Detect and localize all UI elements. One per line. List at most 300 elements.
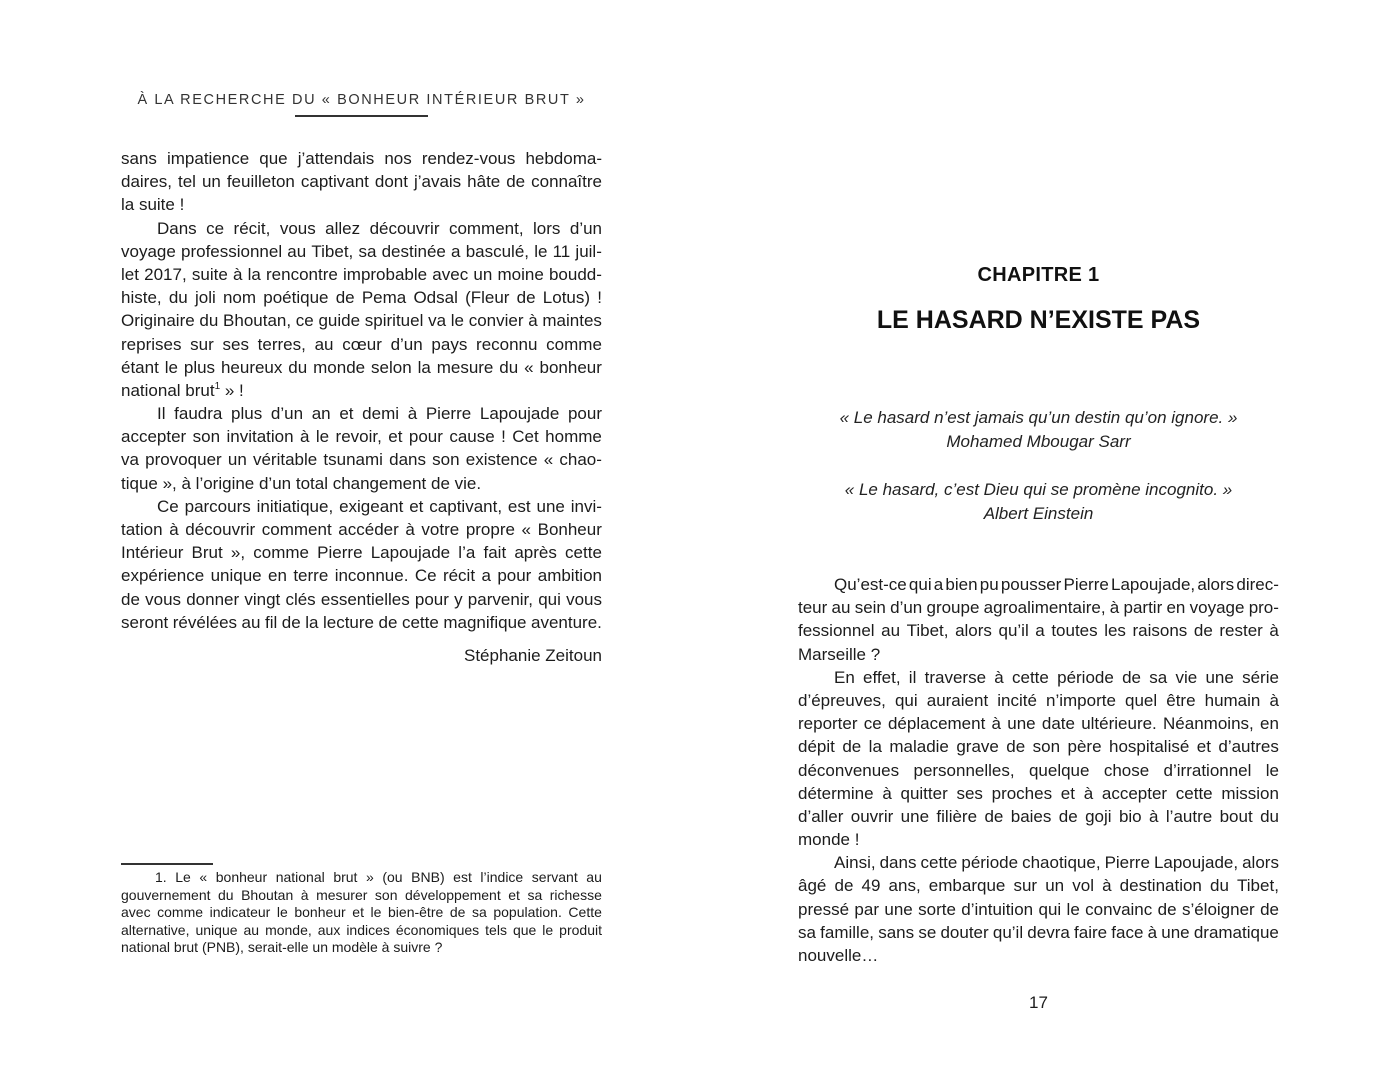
word: Qu’est-ce	[834, 575, 907, 594]
word: et	[409, 496, 424, 516]
word: inconnue.	[334, 566, 409, 586]
body-line	[121, 147, 602, 170]
word: Pierre	[317, 543, 363, 563]
chapter-body	[798, 573, 1279, 967]
word: le	[542, 921, 554, 938]
word: au	[287, 241, 307, 261]
word: Cette	[568, 904, 602, 921]
word: sorte	[918, 899, 956, 919]
word: série	[1242, 667, 1279, 687]
word: voyage	[1189, 598, 1245, 618]
word: toutes	[1051, 621, 1098, 641]
word: comme	[157, 904, 204, 921]
word: Dans	[157, 218, 197, 238]
word: douter	[940, 922, 989, 942]
body-line-tail: » !	[220, 380, 244, 400]
word: sur	[1013, 876, 1038, 896]
word: va	[121, 450, 139, 470]
word: âgé	[798, 876, 827, 896]
word: une	[1161, 922, 1190, 942]
word: un	[201, 172, 221, 192]
word: vol	[1072, 876, 1094, 896]
word: pour	[414, 589, 449, 609]
word: reporter	[798, 714, 858, 734]
word: vingt	[244, 589, 281, 609]
word: humain	[1204, 690, 1261, 710]
body-line: la suite !	[121, 195, 185, 215]
word: du	[499, 357, 519, 377]
epigraph-quote: « Le hasard n’est jamais qu’un destin qu’on ignore. »	[839, 408, 1238, 427]
word: à	[232, 264, 243, 284]
word: du	[1210, 876, 1229, 896]
word: père	[1067, 737, 1102, 757]
body-line: Marseille ?	[798, 644, 881, 664]
word: y	[454, 589, 463, 609]
word: quelque	[1028, 760, 1090, 780]
word: donner	[186, 589, 240, 609]
word: vie	[1175, 667, 1198, 687]
running-head-rule	[295, 115, 428, 117]
word: bonheur	[215, 869, 268, 885]
word: à	[1102, 876, 1112, 896]
body-line	[121, 588, 602, 611]
footnote-line	[121, 869, 602, 887]
word: Pierre	[425, 404, 472, 424]
word: convier	[468, 311, 524, 331]
body-line	[798, 851, 1279, 874]
word: économiques	[395, 921, 480, 938]
word: qui	[908, 575, 932, 594]
word: captivant,	[429, 496, 503, 516]
word: de	[516, 288, 536, 308]
word: propre	[465, 520, 515, 539]
word: qui	[1038, 899, 1062, 919]
word: destination	[1119, 876, 1202, 896]
word: a	[451, 241, 461, 261]
word: alors	[1242, 853, 1279, 873]
word: de	[834, 876, 854, 896]
body-line	[121, 217, 602, 240]
body-line: monde !	[798, 830, 860, 850]
word: faudra	[174, 404, 223, 424]
word: avec	[121, 904, 151, 921]
word: sur	[190, 334, 214, 354]
body-line	[121, 402, 602, 425]
body-line	[121, 495, 602, 518]
word: cette	[1012, 667, 1049, 687]
word: le	[1066, 899, 1080, 919]
word: mesure	[436, 357, 494, 377]
word: date	[1041, 714, 1075, 734]
word: selon	[371, 357, 412, 377]
word: fait	[483, 543, 507, 563]
word: En	[834, 667, 855, 687]
word: par	[854, 899, 879, 919]
word: traverse	[924, 667, 987, 687]
word: de	[842, 737, 862, 757]
epigraph-author: Mohamed Mbougar Sarr	[946, 432, 1131, 451]
word: le	[315, 427, 330, 447]
word: alternative,	[121, 921, 190, 938]
word: d’un	[270, 404, 304, 424]
word: période	[1057, 667, 1114, 687]
word: d’épreuves,	[798, 690, 886, 710]
word: essentielles	[320, 589, 410, 609]
word: incité	[997, 690, 1037, 710]
word: à	[528, 311, 538, 331]
word: maladie	[889, 737, 949, 757]
word: sein	[854, 598, 886, 618]
word: à	[1269, 690, 1279, 710]
word: improbable	[343, 264, 428, 284]
word: vous	[279, 218, 316, 238]
word: l’indice	[480, 869, 524, 885]
word: aux	[317, 921, 341, 938]
word: moine	[497, 264, 544, 284]
word: fessionnel	[798, 621, 875, 641]
word: Pierre	[1063, 575, 1109, 594]
word: un	[1045, 876, 1065, 896]
word: face	[1111, 922, 1144, 942]
word: Lapoujade	[479, 404, 560, 424]
word: mesurer	[316, 886, 368, 903]
body-line	[121, 564, 602, 587]
word: de	[1260, 899, 1279, 919]
word: Tibet,	[906, 621, 949, 641]
word: monde,	[265, 921, 312, 938]
body-line	[121, 240, 602, 263]
word: initiatique,	[256, 496, 334, 516]
body-line	[121, 541, 602, 564]
word: reconnu	[476, 334, 538, 354]
word: «	[543, 450, 554, 470]
word: à	[994, 667, 1004, 687]
body-line	[798, 805, 1279, 828]
word: pu	[979, 575, 999, 594]
word: une	[1007, 714, 1036, 734]
word: et	[1060, 783, 1075, 803]
word: (ou	[382, 869, 403, 885]
word: accepter	[121, 427, 187, 447]
word: comme	[253, 543, 309, 563]
word: boudd-	[548, 264, 602, 284]
word: pressé	[798, 899, 850, 919]
word: parcours	[184, 496, 251, 516]
word: hospitalisé	[1108, 737, 1190, 757]
word: homme	[545, 427, 602, 447]
word: Cet	[512, 427, 539, 447]
word: le	[370, 904, 382, 921]
word: un	[227, 450, 247, 470]
body-line	[121, 263, 602, 286]
word: de	[281, 612, 301, 632]
word: dépit	[798, 737, 835, 757]
word: sa	[471, 904, 487, 921]
word: cette	[401, 612, 439, 632]
word: voyage	[121, 241, 176, 261]
word: va	[428, 311, 447, 331]
word: plus	[183, 357, 216, 377]
word: à	[1109, 598, 1120, 618]
word: développement	[405, 886, 501, 903]
word: au	[314, 334, 334, 354]
word: 1.	[155, 869, 167, 885]
word: captivant	[300, 172, 369, 192]
word: au	[243, 921, 260, 938]
body-line	[798, 573, 1279, 596]
chapter-title: LE HASARD N’EXISTE PAS	[876, 306, 1201, 334]
body-line	[121, 518, 602, 541]
word: provoquer	[145, 450, 222, 470]
word: agroalimentaire,	[983, 598, 1106, 618]
word: sans	[878, 922, 915, 942]
word: an	[311, 404, 331, 424]
word: indicateur	[209, 904, 271, 921]
word: let	[121, 264, 139, 284]
word: lors	[533, 218, 561, 238]
word: »	[366, 869, 374, 885]
word: daires,	[121, 172, 173, 192]
word: à	[1083, 783, 1094, 803]
word: à	[300, 886, 309, 903]
word: embarque	[928, 876, 1006, 896]
word: ans,	[888, 876, 921, 896]
word: au	[586, 869, 602, 885]
word: «	[521, 520, 532, 539]
footnote-rule	[121, 863, 213, 865]
word: comment,	[448, 218, 524, 238]
word: du	[168, 288, 188, 308]
body-line	[121, 170, 602, 193]
footnote	[121, 869, 602, 957]
word: accepter	[1101, 783, 1168, 803]
word: le	[276, 904, 288, 921]
word: invitation	[226, 427, 294, 447]
word: déplacement	[887, 714, 986, 734]
word: d’un	[390, 334, 423, 354]
word: population.	[493, 904, 562, 921]
body-line	[798, 619, 1279, 642]
word: devra	[1027, 922, 1070, 942]
footnote-line	[121, 922, 602, 940]
word: sa	[527, 886, 543, 903]
word: en	[268, 566, 287, 586]
word: est	[453, 869, 472, 885]
word: parvenir,	[467, 589, 533, 609]
word: Odsal	[413, 288, 458, 308]
word: brut	[333, 869, 358, 885]
word: national	[275, 869, 325, 885]
body-line	[798, 759, 1279, 782]
word: raisons	[1132, 621, 1188, 641]
word: alors	[1197, 575, 1235, 594]
word: Ainsi,	[834, 853, 876, 873]
word: effet,	[863, 667, 901, 687]
word: bien	[945, 575, 978, 594]
word: et	[352, 904, 364, 921]
word: Bhoutan,	[223, 311, 292, 331]
epigraph	[798, 478, 1279, 526]
word: direc-	[1236, 575, 1279, 594]
word: personnelles,	[913, 760, 1015, 780]
word: au	[241, 612, 261, 632]
word: exigeant	[339, 496, 404, 516]
word: (Fleur	[465, 288, 510, 308]
word: revoir,	[335, 427, 382, 447]
word: de	[1157, 899, 1177, 919]
word: joli	[194, 288, 216, 308]
word: Pema	[361, 288, 407, 308]
word: se	[918, 922, 937, 942]
footnote-reference[interactable]: 1	[214, 380, 221, 392]
body-line	[798, 735, 1279, 758]
word: cette	[565, 543, 602, 563]
word: une	[1205, 667, 1234, 687]
signature: Stéphanie Zeitoun	[464, 646, 602, 665]
word: du	[1260, 806, 1279, 826]
word: le	[164, 357, 178, 377]
word: à	[1149, 806, 1159, 826]
word: d’intuition	[961, 899, 1034, 919]
word: unique	[195, 921, 238, 938]
word: et	[388, 427, 403, 447]
word: étant	[121, 357, 159, 377]
word: filière	[936, 806, 978, 826]
body-line	[121, 611, 602, 634]
word: groupe	[926, 598, 980, 618]
word: révélées	[172, 612, 238, 632]
word: et	[1196, 737, 1211, 757]
word: Il	[157, 404, 166, 424]
word: que	[512, 921, 537, 938]
word: à	[405, 520, 415, 539]
word: clés	[285, 589, 316, 609]
word: a	[1035, 621, 1045, 641]
word: rencontre	[266, 264, 338, 284]
word: pour	[408, 427, 443, 447]
word: de	[1122, 667, 1141, 687]
word: vous	[145, 589, 182, 609]
word: déconvenues	[798, 760, 900, 780]
word: bonheur	[294, 904, 346, 921]
word: quel	[1125, 690, 1158, 710]
word: détermine	[798, 783, 874, 803]
word: lecture	[322, 612, 374, 632]
word: il	[908, 667, 917, 687]
word: Pierre	[1104, 853, 1150, 873]
word: pays	[431, 334, 468, 354]
word: de	[1193, 621, 1213, 641]
word: spirituel	[364, 311, 424, 331]
word: au	[831, 598, 851, 618]
body-line: nouvelle…	[798, 946, 879, 965]
word: son	[192, 427, 221, 447]
word: vous	[566, 589, 602, 609]
body-line	[798, 874, 1279, 897]
footnote-line: national brut (PNB), serait-elle un modèle à suivre ?	[121, 939, 443, 956]
word: le	[1265, 760, 1279, 780]
word: récit,	[233, 218, 271, 238]
word: ce	[206, 218, 225, 238]
word: bout	[1219, 806, 1253, 826]
word: grave	[956, 737, 999, 757]
word: n’importe	[1046, 690, 1116, 710]
word: que	[259, 149, 288, 168]
word: ce	[863, 714, 882, 734]
word: à	[991, 714, 1002, 734]
word: existence	[465, 450, 538, 470]
word: ultérieure.	[1081, 714, 1157, 734]
word: Tibet,	[311, 241, 354, 261]
body-line	[121, 356, 602, 379]
word: 2017,	[144, 264, 187, 284]
word: la	[305, 612, 319, 632]
word: à	[1269, 621, 1279, 641]
word: cœur	[342, 334, 382, 354]
word: s’éloigner	[1181, 899, 1255, 919]
word: cette	[920, 853, 958, 873]
word: professionnel	[181, 241, 283, 261]
word: rendez-vous	[421, 149, 516, 168]
word: avec	[432, 264, 469, 284]
word: chao-	[559, 450, 602, 470]
word: quitter	[900, 783, 948, 803]
page-number: 17	[1029, 993, 1048, 1012]
word: sa	[798, 922, 816, 942]
word: tels	[485, 921, 507, 938]
word: découvrir	[185, 520, 256, 539]
word: fil	[264, 612, 278, 632]
word: Lapoujade	[370, 543, 451, 563]
word: plus	[231, 404, 263, 424]
word: poétique	[263, 288, 329, 308]
word: Tibet,	[1237, 876, 1279, 896]
epigraph-author: Albert Einstein	[983, 504, 1094, 523]
word: Néanmoins,	[1163, 714, 1254, 734]
word: Originaire	[121, 311, 195, 331]
body-line-text: national brut	[121, 380, 215, 400]
word: ce	[295, 311, 314, 331]
word: expérience	[121, 566, 205, 586]
word: connaître	[531, 172, 602, 192]
word: Lotus)	[542, 288, 591, 308]
word: Lapoujade,	[1153, 853, 1239, 873]
word: tsunami	[323, 450, 383, 470]
word: le	[450, 311, 464, 331]
epigraph-quote: « Le hasard, c’est Dieu qui se promène incognito. »	[844, 480, 1233, 499]
word: dramatique	[1193, 922, 1279, 942]
word: ses	[956, 783, 983, 803]
word: invi-	[570, 496, 602, 516]
word: famille,	[820, 922, 875, 942]
word: baies	[1010, 806, 1052, 826]
word: BNB)	[411, 869, 445, 885]
word: d’irrationnel	[1163, 760, 1252, 780]
footnote-line	[121, 887, 602, 905]
word: tation	[121, 520, 163, 539]
footnote-line	[121, 904, 602, 922]
word: une	[900, 806, 930, 826]
word: destinée	[381, 241, 446, 261]
word: découvrir	[369, 218, 440, 238]
word: de	[1006, 737, 1026, 757]
word: terre	[293, 566, 329, 586]
word: Ce	[157, 496, 179, 516]
word: unique	[210, 566, 262, 586]
word: du	[288, 357, 308, 377]
word: Intérieur	[121, 543, 184, 563]
body-line	[798, 782, 1279, 805]
